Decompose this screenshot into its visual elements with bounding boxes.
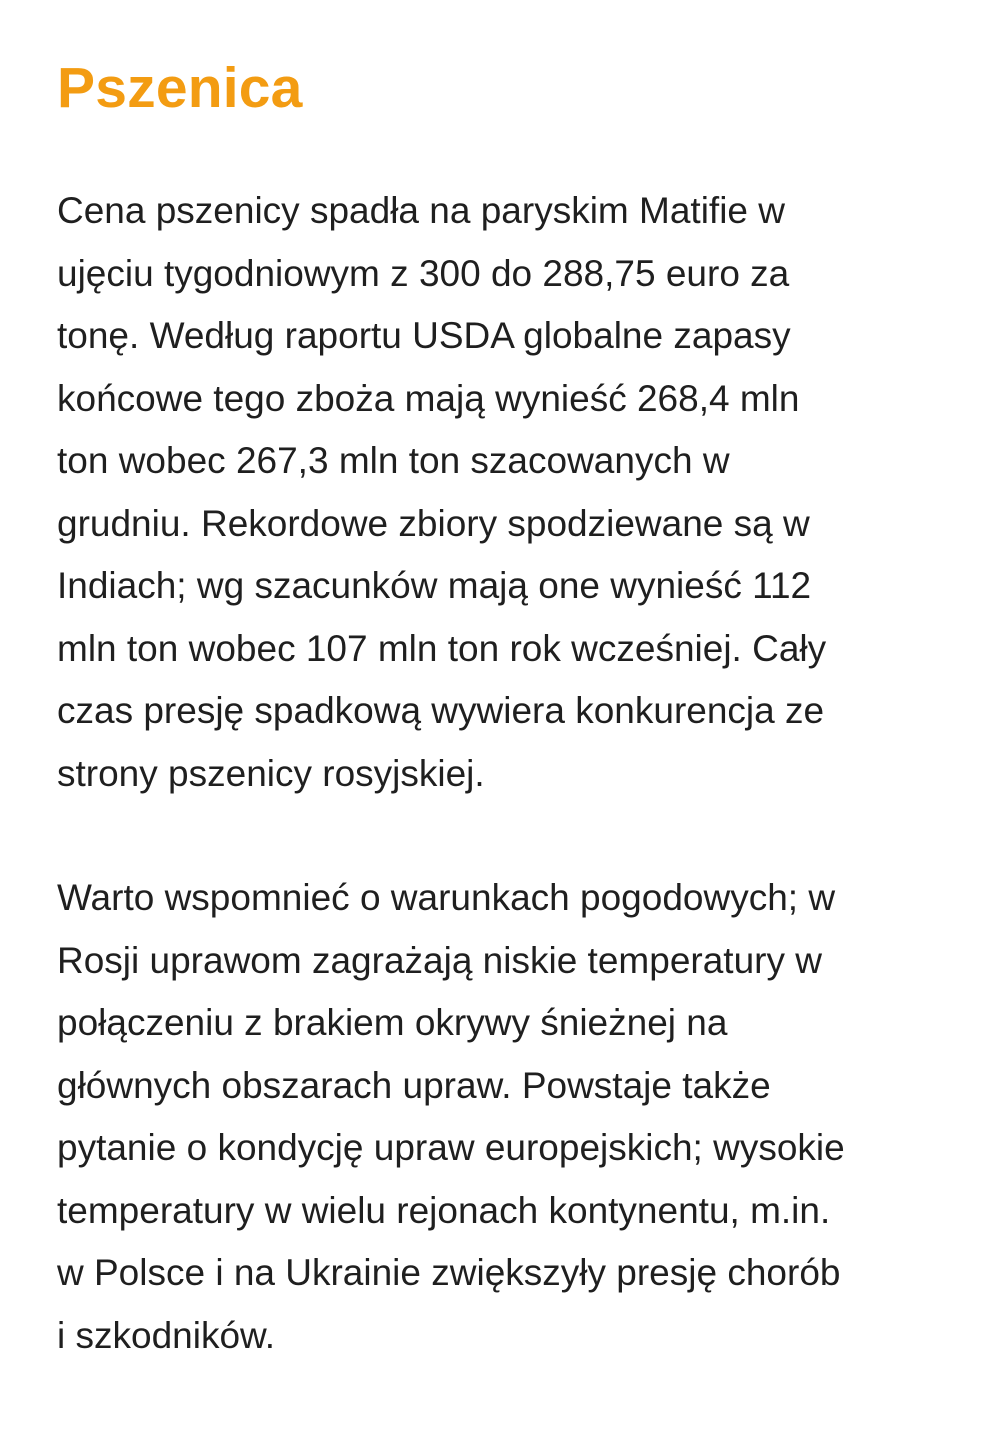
article-paragraph-1: Cena pszenicy spadła na paryskim Matifie w ujęciu tygodniowym z 300 do 288,75 euro za tonę. Według raportu USDA globalne zapasy końcowe tego zboża mają wynieść 268,4 mln ton wobec 267,3 mln ton szacowanych w grudniu. Rekordowe zbiory spodziewane są w Indiach; wg szacunków mają one wynieść 112 mln ton wobec 107 mln ton rok wcześniej. Cały czas presję spadkową wywiera konkurencja ze strony pszenicy rosyjskiej. (57, 190, 827, 794)
article-paragraph-2: Warto wspomnieć o warunkach pogodowych; w Rosji uprawom zagrażają niskie temperatury w połączeniu z brakiem okrywy śnieżnej na głównych obszarach upraw. Powstaje także pytanie o kondycję upraw europejskich; wysokie temperatury w wielu rejonach kontynentu, m.in. w Polsce i na Ukrainie zwiększyły presję chorób i szkodników. (57, 877, 845, 1356)
article (57, 48, 957, 1367)
article-title: Pszenica (57, 56, 303, 120)
